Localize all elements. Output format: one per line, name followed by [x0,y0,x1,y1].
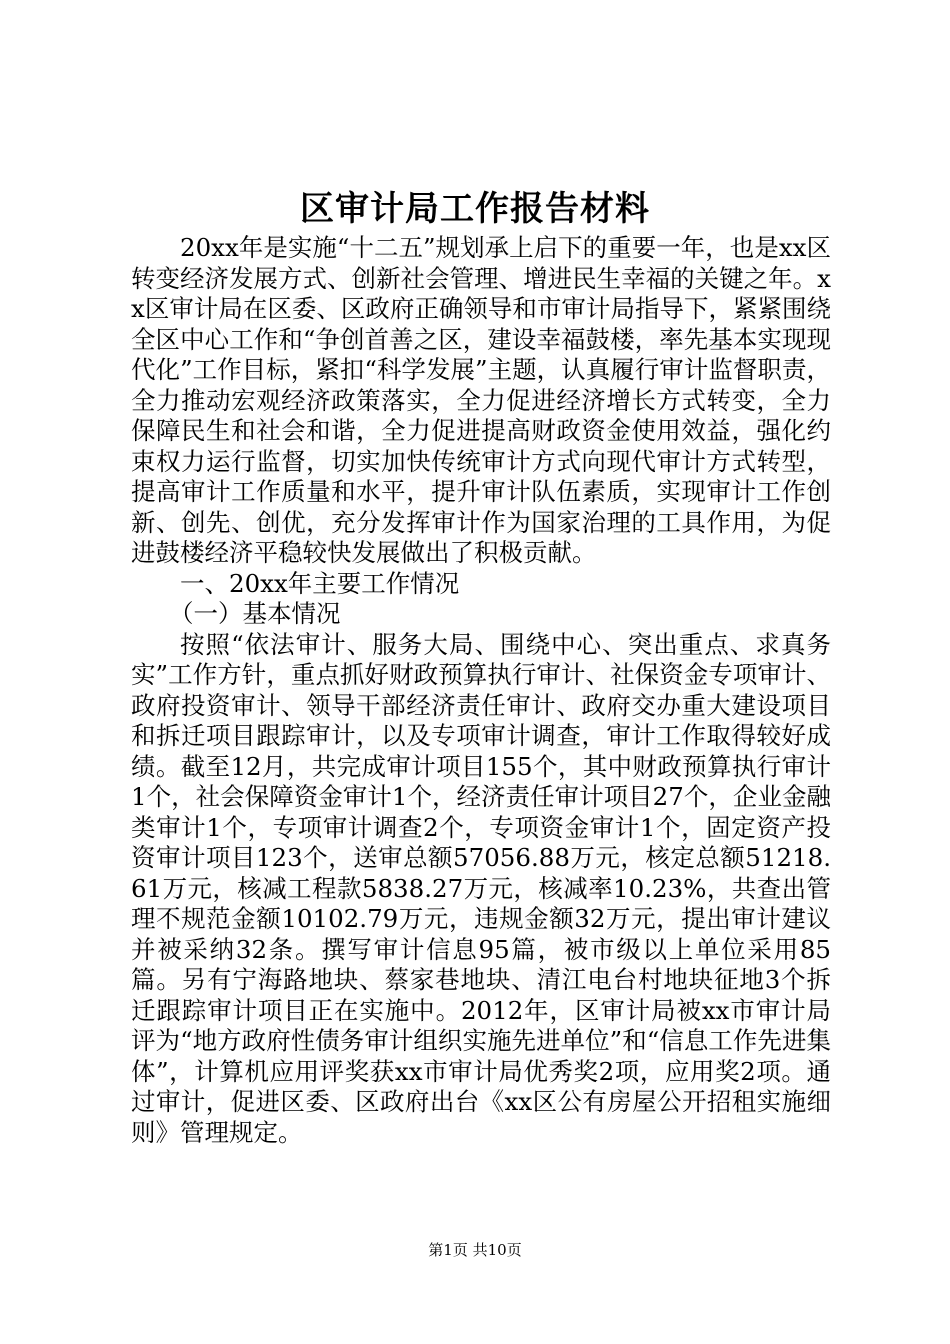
intro-paragraph: 20xx年是实施“十二五”规划承上启下的重要一年，也是xx区转变经济发展方式、创新社会管理、增进民生幸福的关键之年。xx区审计局在区委、区政府正确领导和市审计局指导下，紧紧围绕全区中心工作和“争创首善之区，建设幸福鼓楼，率先基本实现现代化”工作目标，紧扣“科学发展”主题，认真履行审计监督职责，全力推动宏观经济政策落实，全力促进经济增长方式转变，全力保障民生和社会和谐，全力促进提高财政资金使用效益，强化约束权力运行监督，切实加快传统审计方式向现代审计方式转型，提高审计工作质量和水平，提升审计队伍素质，实现审计工作创新、创先、创优，充分发挥审计作为国家治理的工具作用，为促进鼓楼经济平稳较快发展做出了积极贡献。 [131,233,831,567]
page-footer: 第1页 共10页 [428,1241,522,1259]
basic-situation-paragraph: 按照“依法审计、服务大局、围绕中心、突出重点、求真务实”工作方针，重点抓好财政预算执行审计、社保资金专项审计、政府投资审计、领导干部经济责任审计、政府交办重大建设项目和拆迁项目跟踪审计，以及专项审计调查，审计工作取得较好成绩。截至12月，共完成审计项目155个，其中财政预算执行审计1个，社会保障资金审计1个，经济责任审计项目27个，企业金融类审计1个，专项审计调查2个，专项资金审计1个，固定资产投资审计项目123个，送审总额57056.88万元，核定总额51218.61万元，核减工程款5838.27万元，核减率10.23%，共查出管理不规范金额10102.79万元，违规金额32万元，提出审计建议并被采纳32条。撰写审计信息95篇，被市级以上单位采用85篇。另有宁海路地块、蔡家巷地块、清江电台村地块征地3个拆迁跟踪审计项目正在实施中。2012年，区审计局被xx市审计局评为“地方政府性债务审计组织实施先进单位”和“信息工作先进集体”，计算机应用评奖获xx市审计局优秀奖2项，应用奖2项。通过审计，促进区委、区政府出台《xx区公有房屋公开招租实施细则》管理规定。 [131,629,831,1147]
document-body [131,233,831,1148]
section-heading: 一、20xx年主要工作情况 [180,568,460,598]
page-title: 区审计局工作报告材料 [300,189,650,229]
subsection-heading: （一）基本情况 [168,599,341,628]
